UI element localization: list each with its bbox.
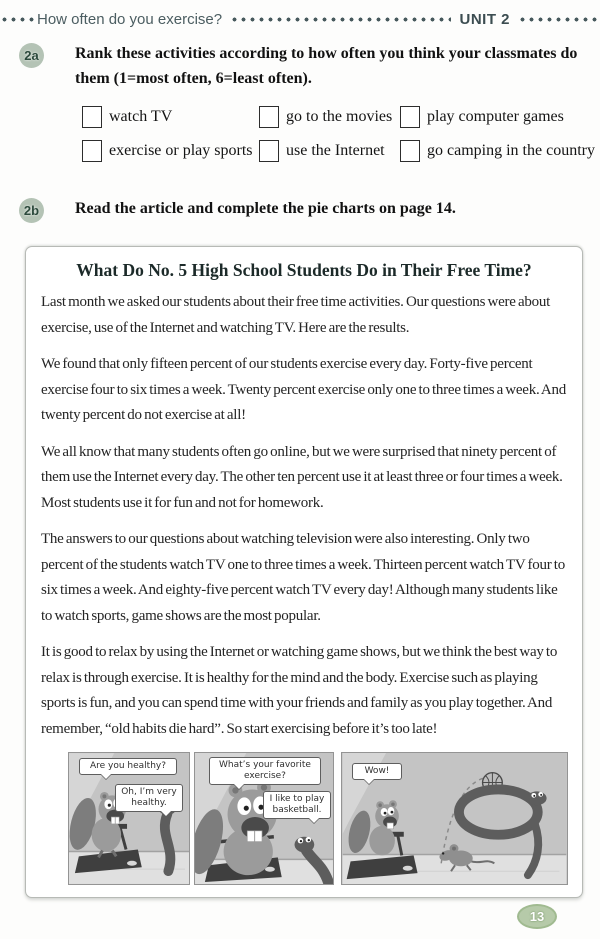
page-header [0, 7, 600, 31]
section-2b-badge: 2b [19, 198, 44, 223]
comic-strip [68, 752, 568, 885]
article-paragraph-3: We all know that many students often go online, but we were surprised that ninety percent of them use the Internet every day. The other ten percent use it at least three or four times a week. Most students use it for fun and not for homework. [41, 443, 563, 511]
speech-bubble: Are you healthy? [79, 758, 177, 775]
section-2b [19, 196, 585, 223]
activity-label: watch TV [109, 108, 173, 125]
activity-label: exercise or play sports [109, 142, 253, 159]
rank-activities-grid [82, 106, 595, 162]
activity-watch-tv [82, 106, 259, 128]
comic-panel-2 [194, 752, 334, 885]
dotted-rule-middle [230, 17, 451, 22]
rank-input-exercise-or-play-sports[interactable] [82, 140, 102, 162]
speech-bubble: I like to play basketball. [263, 791, 331, 819]
article-body [41, 290, 567, 742]
activity-exercise-or-play-sports [82, 140, 259, 162]
article-title: What Do No. 5 High School Students Do in Their Free Time? [76, 260, 532, 280]
dotted-rule-right [518, 17, 600, 22]
activity-label: go to the movies [286, 108, 393, 125]
rank-input-go-to-the-movies[interactable] [259, 106, 279, 128]
activity-play-computer-games [400, 106, 595, 128]
section-2a-badge: 2a [19, 43, 44, 68]
rank-input-go-camping-in-the-country[interactable] [400, 140, 420, 162]
rank-input-use-the-internet[interactable] [259, 140, 279, 162]
activity-go-to-the-movies [259, 106, 400, 128]
speech-bubble: Oh, I’m very healthy. [115, 784, 183, 812]
page-number-badge: 13 [517, 904, 557, 929]
section-2b-instruction: Read the article and complete the pie charts on page 14. [75, 200, 456, 217]
dotted-rule-left [0, 17, 34, 22]
article-box [25, 246, 583, 898]
rank-input-watch-tv[interactable] [82, 106, 102, 128]
comic-panel-1 [68, 752, 190, 885]
section-2a [19, 41, 585, 91]
section-2a-instruction: Rank these activities according to how often you think your classmates do them (1=most often, 6=least often). [75, 45, 578, 87]
activity-go-camping-in-the-country [400, 140, 595, 162]
comic-panel-3 [341, 752, 568, 885]
activity-label: use the Internet [286, 142, 385, 159]
article-paragraph-2: We found that only fifteen percent of our students exercise every day. Forty-five percent exercise four to six times a week. Twenty percent exercise only one to three times a week. And twenty percent do not exercise at all! [41, 356, 566, 423]
activity-label: go camping in the country [427, 142, 595, 159]
article-paragraph-1: Last month we asked our students about their free time activities. Our questions were about exercise, use of the Internet and watching TV. Here are the results. [41, 294, 551, 336]
article-paragraph-5: It is good to relax by using the Internet or watching game shows, but we think the best way to relax is through exercise. It is healthy for the mind and the body. Exercise such as playing sports is fun, and you can spend time with your friends and family as you play together. And remember, “old habits die hard”. So start exercising before it’s too late! [41, 644, 558, 737]
unit-label: UNIT 2 [459, 10, 510, 28]
rank-input-play-computer-games[interactable] [400, 106, 420, 128]
speech-bubble: What’s your favorite exercise? [209, 757, 321, 785]
article-paragraph-4: The answers to our questions about watching television were also interesting. Only two percent of the students watch TV one to three times a week. Thirteen percent watch TV four to six times a week. And eighty-five percent watch TV every day! Although many students like to watch sports, game shows are the most popular. [41, 531, 565, 624]
activity-label: play computer games [427, 108, 564, 125]
page-title: How often do you exercise? [37, 10, 223, 28]
speech-bubble: Wow! [352, 763, 402, 780]
activity-use-the-internet [259, 140, 400, 162]
